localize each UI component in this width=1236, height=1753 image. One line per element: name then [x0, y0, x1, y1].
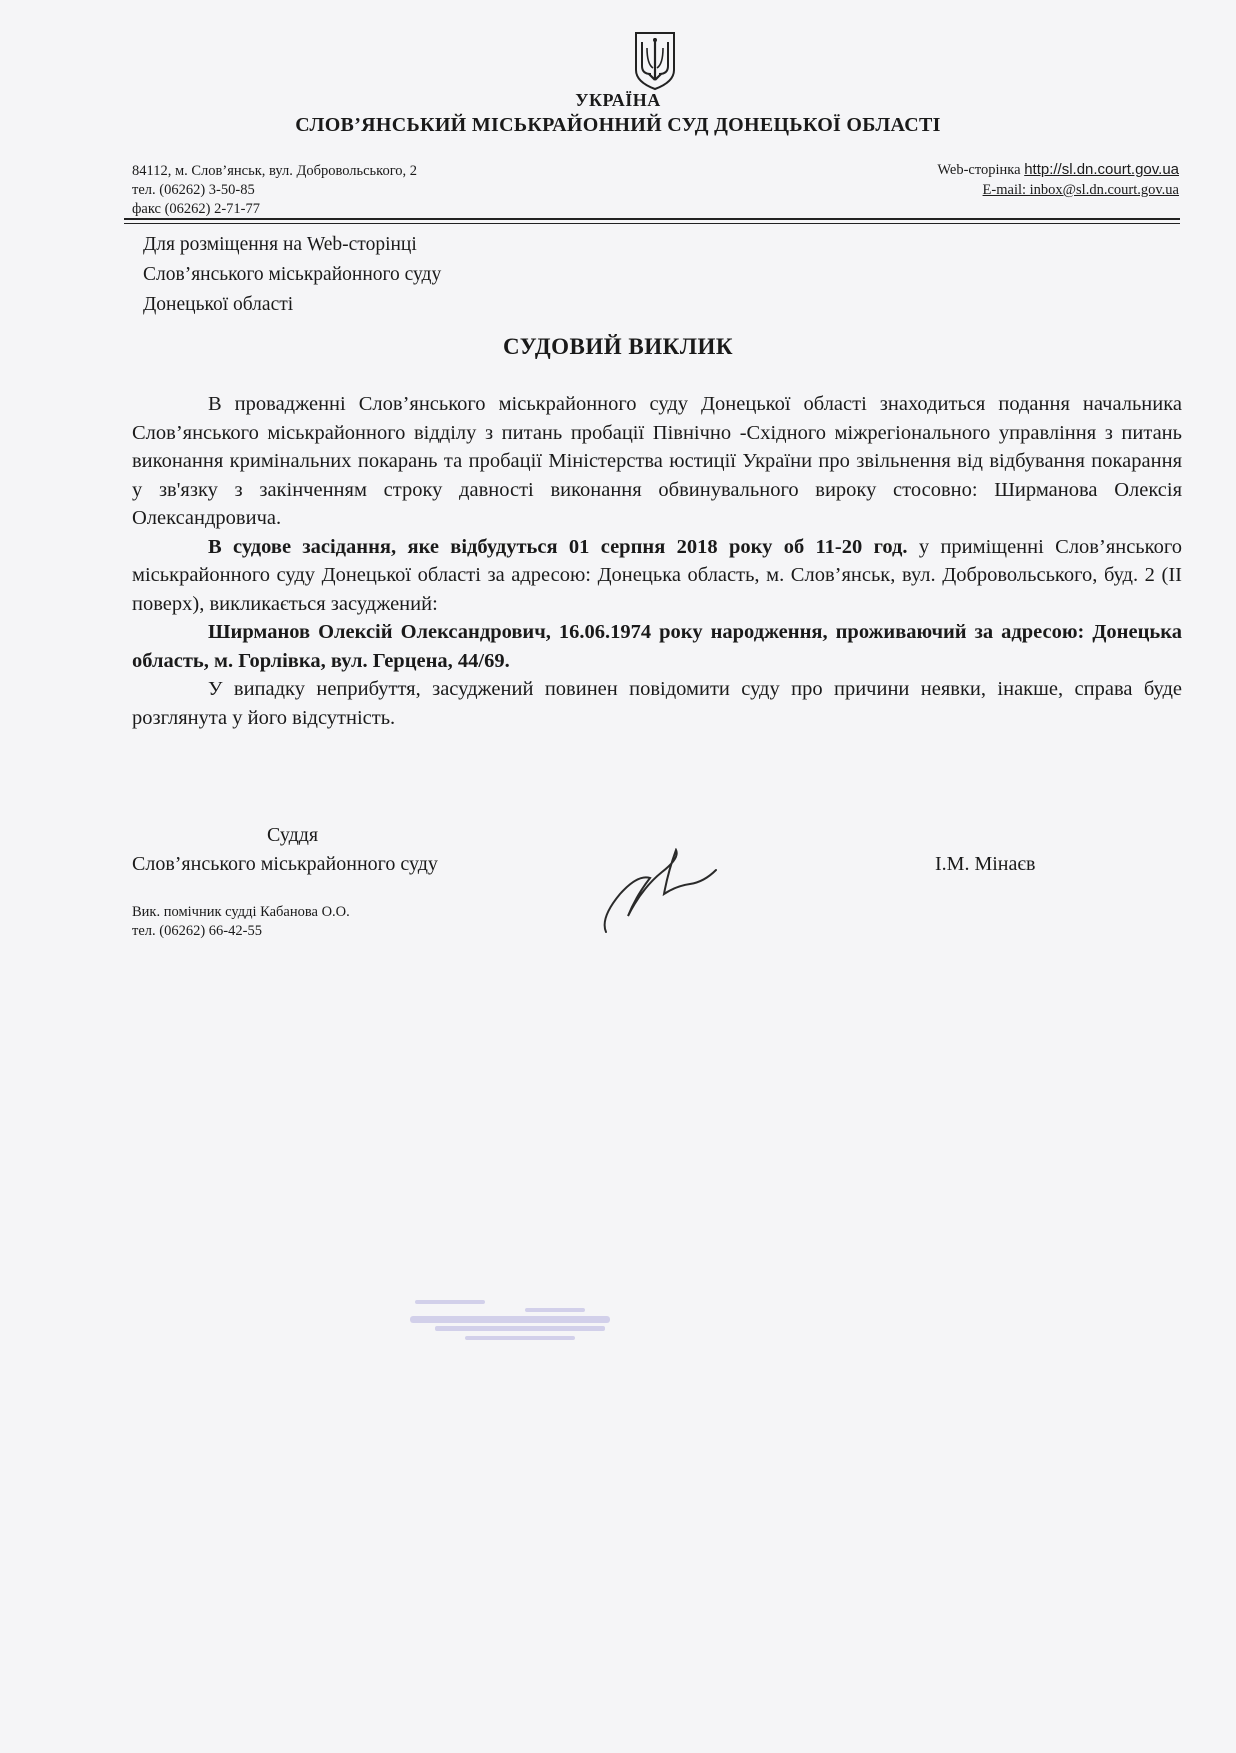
tryzub-coat-of-arms-icon — [633, 30, 677, 92]
web-label: Web-сторінка — [937, 162, 1025, 178]
court-phone: тел. (06262) 3-50-85 — [132, 182, 255, 198]
executor-phone: тел. (06262) 66-42-55 — [132, 923, 262, 939]
hearing-location: у приміщенні Слов’янського міськрайонного суду Донецької області за адресою: Донецька область, м. Слов’янськ, вул. Добровольського, буд. 2 (ІІ поверх), викликається засуджений: — [132, 535, 1182, 615]
web-link[interactable]: http://sl.dn.court.gov.ua — [1024, 161, 1179, 178]
executor-name: Вик. помічник судді Кабанова О.О. — [132, 904, 350, 920]
summons-body — [132, 390, 1182, 732]
paragraph-hearing — [132, 533, 1182, 619]
executor-block — [132, 903, 350, 941]
judge-title: Суддя — [267, 824, 319, 846]
email-link[interactable]: E-mail: inbox@sl.dn.court.gov.ua — [982, 182, 1179, 198]
header-divider-thin — [124, 223, 1180, 224]
recipient-line-2: Слов’янського міськрайонного суду — [143, 264, 442, 285]
court-fax: факс (06262) 2-71-77 — [132, 201, 261, 217]
header-divider-thick — [124, 218, 1180, 220]
paragraph-convict — [132, 618, 1182, 675]
document-title: СУДОВИЙ ВИКЛИК — [502, 334, 734, 359]
court-web-contacts — [937, 160, 1179, 200]
hearing-date-bold: В судове засідання, яке відбудуться 01 серпня 2018 року об 11-20 год. — [208, 535, 908, 558]
court-address: 84112, м. Слов’янськ, вул. Добровольського, 2 — [132, 163, 418, 179]
judge-court: Слов’янського міськрайонного суду — [132, 853, 438, 875]
country-heading: УКРАЇНА — [575, 90, 661, 110]
convict-details-bold: Ширманов Олексій Олександрович, 16.06.1974 року народження, проживаючий за адресою: Донецька область, м. Горлівка, вул. Герцена, 44/69. — [132, 621, 1182, 672]
recipient-line-1: Для розміщення на Web-сторінці — [143, 234, 417, 255]
recipient-block — [143, 230, 441, 320]
court-name-heading: СЛОВ’ЯНСЬКИЙ МІСЬКРАЙОННИЙ СУД ДОНЕЦЬКОЇ ОБЛАСТІ — [295, 114, 941, 136]
recipient-line-3: Донецької області — [143, 294, 294, 315]
judge-name: І.М. Мінаєв — [935, 853, 1036, 875]
faded-stamp-icon — [405, 1290, 645, 1350]
paragraph-proceedings: В провадженні Слов’янського міськрайонного суду Донецької області знаходиться подання начальника Слов’янського міськрайонного відділу з питань пробації Північно -Східного міжрегіонального управління з питань виконання кримінальних покарань та пробації Міністерства юстиції України про звільнення від відбування покарання у зв'язку з закінченням строку давності виконання обвинувального вироку стосовно: Ширманова Олексія Олександровича. — [132, 393, 1182, 529]
court-contacts — [132, 162, 417, 219]
handwritten-signature-icon — [598, 848, 720, 938]
paragraph-absence-notice: У випадку неприбуття, засуджений повинен повідомити суду про причини неявки, інакше, справа буде розглянута у його відсутність. — [132, 678, 1182, 729]
